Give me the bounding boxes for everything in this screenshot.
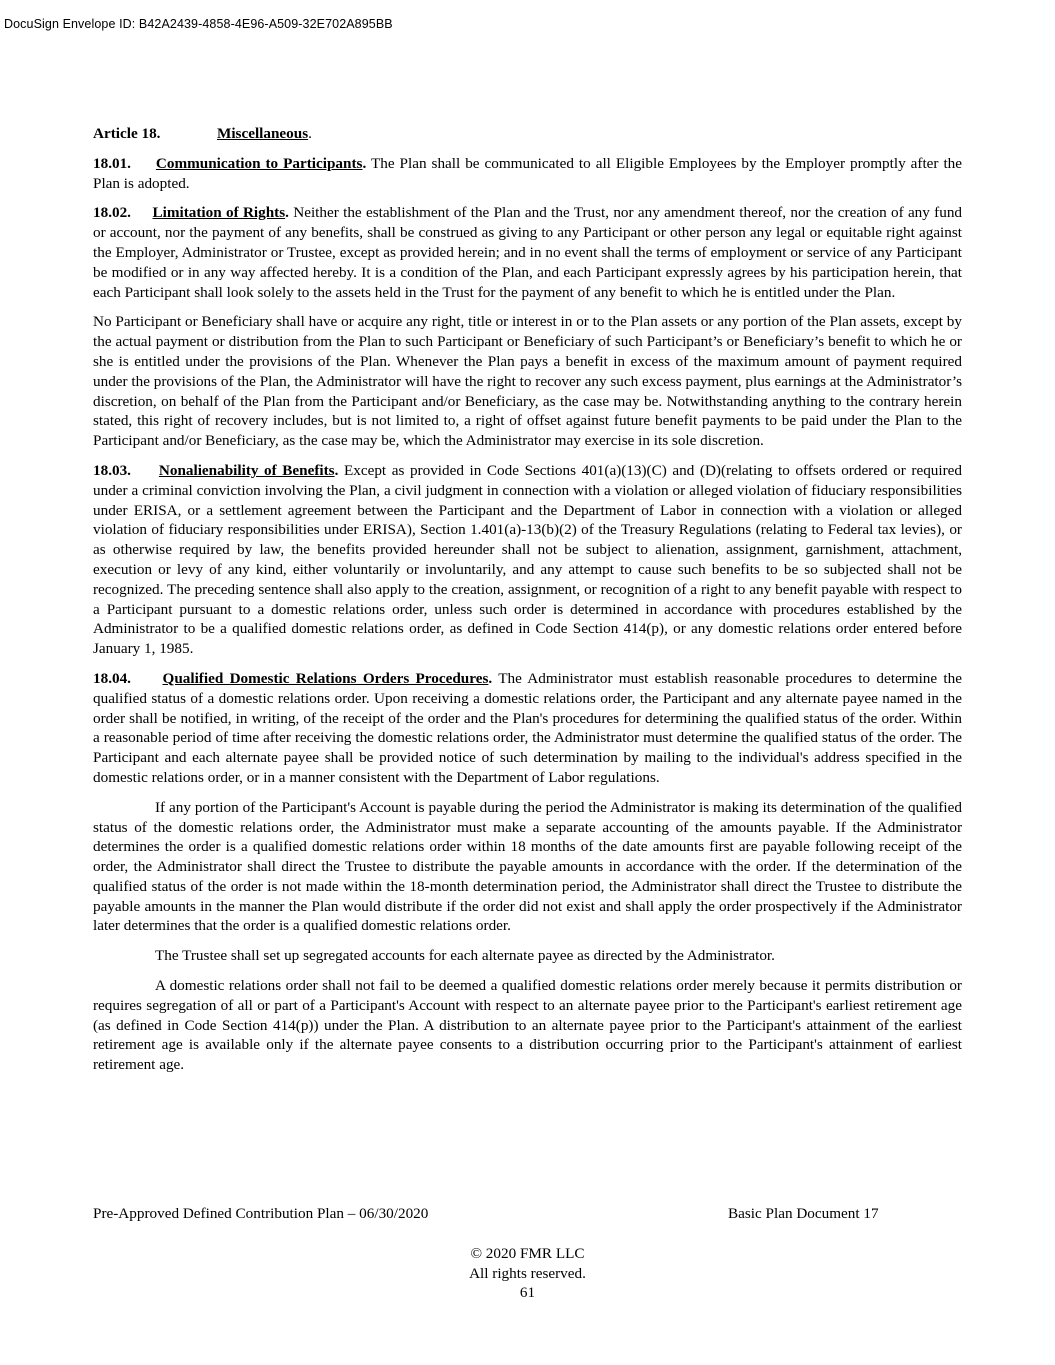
section-18-04-paragraph-4: A domestic relations order shall not fail to be deemed a qualified domestic relations order merely because it permits distribution or requires segregation of all or part of a Participant's Account with respect to an alternate payee prior to the Participant's earliest retirement age (as defined in Code Section 414(p)) under the Plan. A distribution to an alternate payee prior to the Participant's attainment of the earliest retirement age is available only if the alternate payee consents to a distribution occurring prior to the Participant's attainment of earliest retirement age. [93,977,962,1074]
section-18-04-paragraph-2: If any portion of the Participant's Account is payable during the period the Administrator is making its determination of the qualified status of the domestic relations order, the Administrator must make a separate accounting of the amounts payable. If the Administrator determines the order is a qualified domestic relations order within 18 months of the date amounts first are payable following receipt of the order, the Administrator shall direct the Trustee to distribute the payable amounts in accordance with the order. If the determination of the qualified status of the order is not made within the 18-month determination period, the Administrator shall direct the Trustee to distribute the payable amounts in the manner the Plan would distribute if the order did not exist and shall apply the order prospectively if the Administrator later determines that the order is a qualified domestic relations order. [93,798,962,935]
section-number: 18.02. [93,204,131,222]
article-heading: Article 18. Miscellaneous. [93,125,312,142]
article-title: Miscellaneous [217,125,309,142]
section-18-03: 18.03. Nonalienability of Benefits. Except as provided in Code Sections 401(a)(13)(C) and (D)(relating to offsets ordered or required under a criminal conviction involving the Plan, a civil judgment in connection with a violation or alleged violation of fiduciary responsibilities under ERISA, or a settlement agreement between the Participant and the Department of Labor in connection with a violation or alleged violation of fiduciary responsibilities under ERISA), Section 1.401(a)-13(b)(2) of the Treasury Regulations (relating to Federal tax levies), or as otherwise required by law, the benefits provided hereunder shall not be subject to alienation, assignment, garnishment, attachment, execution or levy of any kind, either voluntarily or involuntarily, and any attempt to cause such benefits to be so subjected shall not be recognized. The preceding sentence shall also apply to the creation, assignment, or recognition of a right to any benefit payable with respect to a Participant pursuant to a domestic relations order, unless such order is determined in accordance with procedures established by the Administrator to be a qualified domestic relations order, as defined in Code Section 414(p), or any domestic relations order entered before January 1, 1985. [93,461,962,658]
section-18-04-paragraph-3: The Trustee shall set up segregated accounts for each alternate payee as directed by the Administrator. [155,947,775,965]
footer-copyright-block [0,1244,1055,1303]
section-number: 18.03. [93,461,131,479]
section-18-01: 18.01. Communication to Participants. The Plan shall be communicated to all Eligible Employees by the Employer promptly after the Plan is adopted. [93,154,963,192]
section-18-02: 18.02. Limitation of Rights. Neither the establishment of the Plan and the Trust, nor any amendment thereof, nor the creation of any fund or account, nor the payment of any benefits, shall be construed as giving to any Participant or other person any legal or equitable right against the Employer, Administrator or Trustee, except as provided herein; and in no event shall the terms of employment or service of any Participant be modified or in any way affected hereby. It is a condition of the Plan, and each Participant expressly agrees by his participation herein, that each Participant shall look solely to the assets held in the Trust for the payment of any benefit to which he is entitled under the Plan. [93,204,963,301]
page-number: 61 [519,1284,536,1302]
footer-document-page: Basic Plan Document 17 [728,1205,879,1222]
document-body [93,124,962,1085]
section-number: 18.04. [93,669,131,687]
section-title: Limitation of Rights [152,204,286,222]
section-title: Communication to Participants [155,154,363,172]
footer-plan-name: Pre-Approved Defined Contribution Plan – 06/30/2020 [93,1205,429,1222]
section-number: 18.01. [93,154,131,172]
footer-rights: All rights reserved. [469,1264,586,1282]
footer-copyright: © 2020 FMR LLC [470,1245,585,1262]
article-number: Article 18. [93,125,161,142]
section-title: Nonalienability of Benefits [158,461,335,479]
section-18-04: 18.04. Qualified Domestic Relations Orders Procedures. The Administrator must establish reasonable procedures to determine the qualified status of a domestic relations order. Upon receiving a domestic relations order, the Participant and any alternate payee named in the order shall be notified, in writing, of the receipt of the order and the Plan's procedures for determining the qualified status of the order. Within a reasonable period of time after receiving the domestic relations order, the Administrator must determine the qualified status of the order. The Participant and each alternate payee shall be provided notice of such determination by mailing to the individual's address specified in the domestic relations order, or in a manner consistent with the Department of Labor regulations. [93,669,962,786]
section-title: Qualified Domestic Relations Orders Procedures [162,669,489,687]
docusign-envelope-id: DocuSign Envelope ID: B42A2439-4858-4E96-A509-32E702A895BB [4,17,393,31]
section-18-02-paragraph-2: No Participant or Beneficiary shall have or acquire any right, title or interest in or to the Plan assets or any portion of the Plan assets, except by the actual payment or distribution from the Plan to such Participant or Beneficiary of such Participant’s or Beneficiary’s benefit to which he or she is entitled under the provisions of the Plan. Whenever the Plan pays a benefit in excess of the maximum amount of payment required under the provisions of the Plan, the Administrator will have the right to recover any such excess payment, plus earnings at the Administrator’s discretion, on behalf of the Plan from the Participant and/or Beneficiary, as the case may be. Notwithstanding anything to the contrary herein stated, this right of recovery includes, but is not limited to, a right of offset against future benefit payments to be paid under the Plan to the Participant and/or Beneficiary, as the case may be, which the Administrator may exercise in its sole discretion. [93,313,962,450]
